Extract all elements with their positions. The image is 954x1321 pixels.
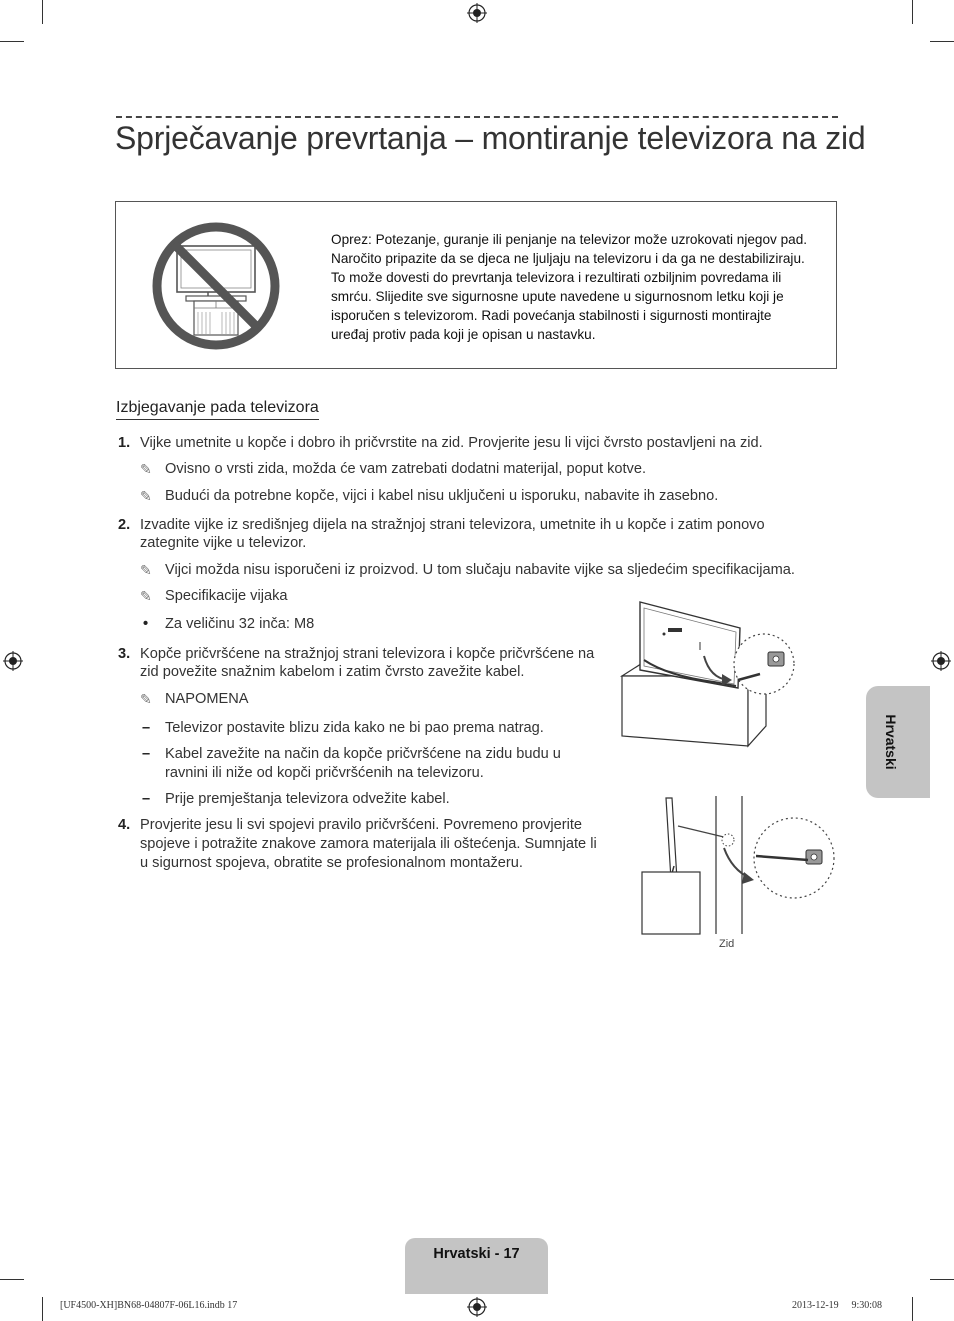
crop-mark (42, 1297, 43, 1321)
registration-mark-icon (467, 1297, 487, 1317)
warning-line: uređaj protiv pada koji je opisan u nastavku. (331, 327, 596, 342)
note-label: NAPOMENA (165, 691, 249, 707)
warning-line: To može dovesti do prevrtanja televizora i rezultirati ozbiljnim povredama ili (331, 270, 782, 285)
crop-mark (912, 0, 913, 24)
no-climbing-tv-icon (150, 220, 282, 352)
note-icon: ✎ (140, 588, 152, 604)
registration-mark-icon (931, 651, 951, 671)
note-text: Ovisno o vrsti zida, možda će vam zatrebati dodatni materijal, poput kotve. (165, 461, 647, 477)
page-title: Sprječavanje prevrtanja – montiranje televizora na zid (115, 120, 866, 156)
warning-text (331, 230, 831, 344)
step-text: u sigurnost spojeva, obratite se profesionalnom montažeru. (140, 855, 523, 871)
crop-mark (42, 0, 43, 24)
step-number: 1. (118, 435, 131, 451)
page-number-label: Hrvatski - 17 (433, 1246, 520, 1262)
warning-line: Naročito pripazite da se djeca ne ljuljaju na televizoru i da ga ne destabiliziraju. (331, 251, 805, 266)
language-side-tab (866, 686, 930, 798)
registration-mark-icon (3, 651, 23, 671)
bullet: • (143, 616, 149, 632)
title-rule (116, 116, 838, 118)
step-text: Izvadite vijke iz središnjeg dijela na stražnjoj strani televizora, umetnite ih u kopče i zatim ponovo (140, 517, 765, 533)
crop-mark (930, 1279, 954, 1280)
crop-mark (912, 1297, 913, 1321)
bullet-text: Za veličinu 32 inča: M8 (165, 616, 315, 632)
note-icon: ✎ (140, 691, 152, 707)
dash-marker: – (142, 720, 151, 736)
dash-text: Televizor postavite blizu zida kako ne bi pao prema natrag. (165, 720, 544, 736)
step-text: Vijke umetnite u kopče i dobro ih pričvrstite na zid. Provjerite jesu li vijci čvrsto postavljeni na zid. (140, 435, 763, 451)
section-heading: Izbjegavanje pada televizora (116, 399, 319, 420)
step-text: zid povežite snažnim kabelom i zatim čvrsto zavežite kabel. (140, 664, 525, 680)
dash-marker: – (142, 746, 151, 762)
note-icon: ✎ (140, 488, 152, 504)
step-text: zategnite vijke u televizor. (140, 535, 307, 551)
figure-caption: Zid (719, 938, 735, 950)
language-side-tab-label: Hrvatski (883, 714, 899, 770)
dash-text: Kabel zavežite na način da kopče pričvršćene na zidu budu u (165, 746, 561, 762)
step-number: 3. (118, 646, 131, 662)
dash-text: Prije premještanja televizora odvežite kabel. (165, 791, 450, 807)
step-text: spojeve i potražite znakove zamora materijala ili oštećenja. Sumnjate li (140, 836, 597, 852)
step-text: Provjerite jesu li svi spojevi pravilo pričvršćeni. Povremeno provjerite (140, 817, 583, 833)
warning-line: Oprez: Potezanje, guranje ili penjanje na televizor može uzrokovati njegov pad. (331, 232, 808, 247)
step-text: Kopče pričvršćene na stražnjoj strani televizora i kopče pričvršćene na (140, 646, 595, 662)
print-timestamp: 2013-12-19 ﾟ 9:30:08 (792, 1300, 882, 1311)
note-text: Vijci možda nisu isporučeni iz proizvod. U tom slučaju nabavite vijke sa sljedećim specifikacijama. (165, 562, 795, 578)
tv-clip-illustration (618, 598, 806, 750)
note-text: Budući da potrebne kopče, vijci i kabel nisu uključeni u isporuku, nabavite ih zasebno. (165, 488, 719, 504)
print-file-info: [UF4500-XH]BN68-04807F-06L16.indb 17 (60, 1300, 238, 1311)
warning-line: isporučen s televizorom. Radi povećanja stabilnosti i sigurnosti montirajte (331, 308, 772, 323)
note-text: Specifikacije vijaka (165, 588, 288, 604)
page-footer-tab (405, 1238, 548, 1294)
crop-mark (0, 1279, 24, 1280)
dash-marker: – (142, 791, 151, 807)
crop-mark (930, 41, 954, 42)
step-number: 4. (118, 817, 131, 833)
note-icon: ✎ (140, 461, 152, 477)
wall-mount-illustration (638, 796, 838, 938)
registration-mark-icon (467, 3, 487, 23)
note-icon: ✎ (140, 562, 152, 578)
crop-mark (0, 41, 24, 42)
warning-line: smrću. Slijedite sve sigurnosne upute navedene u sigurnosnom letku koji je (331, 289, 784, 304)
step-number: 2. (118, 517, 131, 533)
dash-text: ravnini ili niže od kopči pričvršćenih na televizoru. (165, 765, 484, 781)
